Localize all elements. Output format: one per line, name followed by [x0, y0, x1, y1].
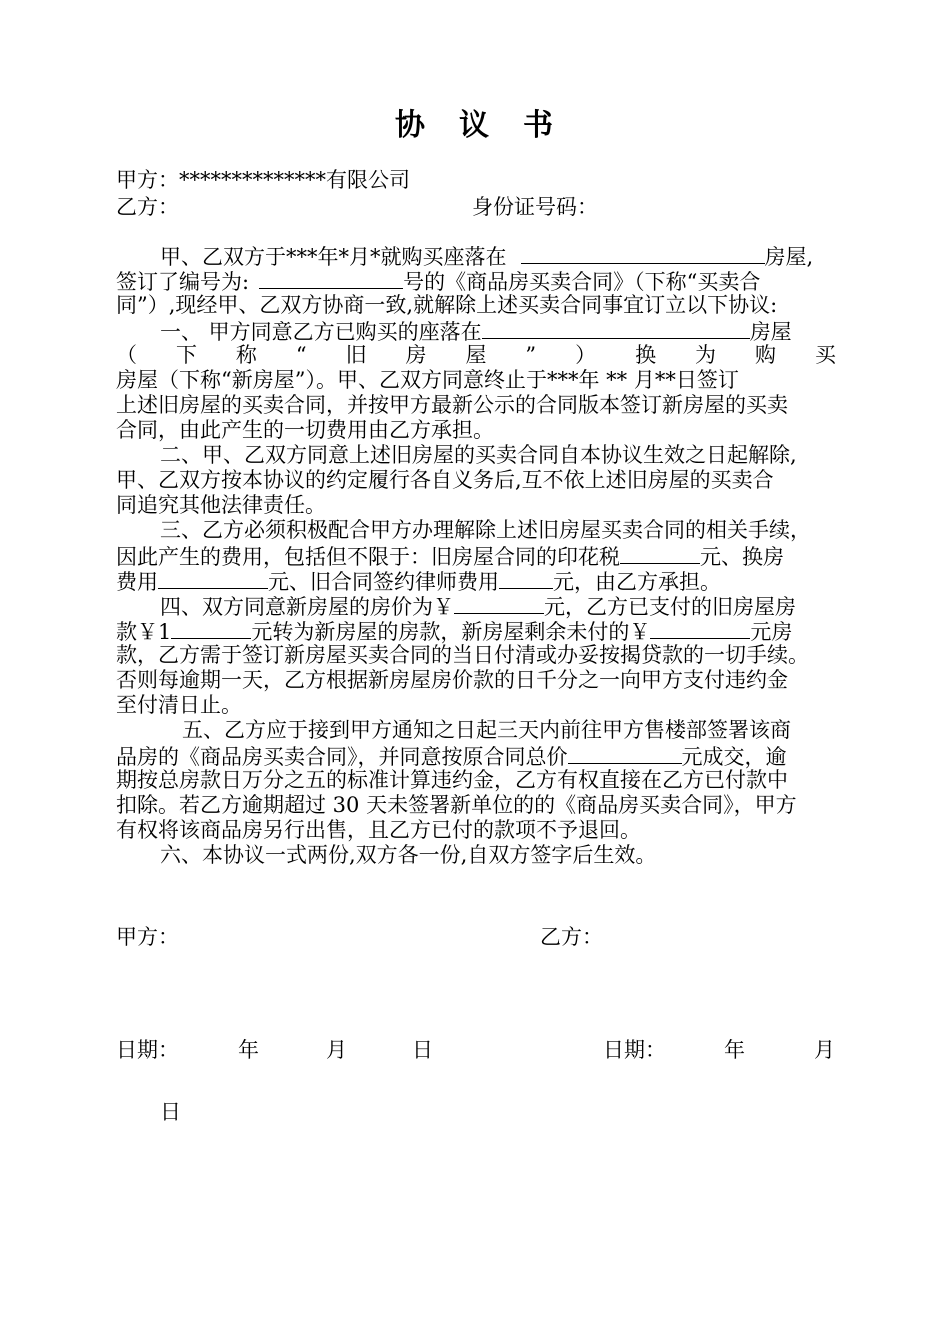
old-house-location-blank: [482, 318, 750, 339]
text-segment: 四、双方同意新房屋的房价为￥: [160, 595, 454, 619]
clause-4-line-1: [160, 593, 796, 620]
date-month-party-a: 月: [326, 1038, 347, 1062]
date-year-party-b: 年: [724, 1038, 745, 1062]
id-number-label: 身份证号码：: [472, 195, 598, 219]
party-a-line: 甲方：**************有限公司: [116, 168, 410, 192]
text-segment: 费用: [116, 570, 158, 594]
clause-4-line-4: 否则每逾期一天，乙方根据新房屋房价款的日千分之一向甲方支付违约金: [116, 668, 788, 692]
clause-5-line-4: 扣除。若乙方逾期超过 30 天未签署新单位的的《商品房买卖合同》，甲方: [116, 793, 797, 817]
contract-number-blank: [259, 268, 403, 289]
clause-1-line-1: [160, 318, 792, 345]
paid-amount-blank: [171, 618, 251, 639]
clause-6: 六、本协议一式两份,双方各一份,自双方签字后生效。: [160, 843, 657, 867]
text-token: 房: [405, 343, 427, 367]
text-token: ”: [525, 343, 537, 367]
text-token: 旧: [345, 343, 367, 367]
paragraph-intro-line-2: [116, 268, 760, 295]
text-segment: 房屋: [749, 320, 792, 344]
text-token: 换: [635, 343, 657, 367]
text-token: （: [116, 343, 137, 367]
paragraph-intro-line-1: [160, 243, 813, 270]
clause-3-line-1: 三、乙方必须积极配合甲方办理解除上述旧房屋买卖合同的相关手续，: [160, 518, 811, 542]
text-segment: 款￥1: [116, 620, 172, 644]
location-blank: [521, 243, 765, 264]
text-token: 称: [235, 343, 257, 367]
date-month-party-b: 月: [814, 1038, 835, 1062]
document-title: 协 议 书: [395, 108, 555, 143]
clause-1-line-5: 合同，由此产生的一切费用由乙方承担。: [116, 418, 494, 442]
text-token: 下: [175, 343, 197, 367]
clause-4-line-5: 至付清日止。: [116, 693, 242, 717]
date-label-party-b: 日期：: [603, 1038, 666, 1062]
party-b-line: 乙方：: [116, 195, 179, 219]
clause-5-line-1: 五、乙方应于接到甲方通知之日起三天内前往甲方售楼部签署该商: [182, 718, 791, 742]
date-label-party-a: 日期：: [116, 1038, 179, 1062]
clause-2-line-2: 甲、乙双方按本协议的约定履行各自义务后,互不依上述旧房屋的买卖合: [116, 468, 774, 492]
text-token: ）: [575, 343, 597, 367]
text-segment: 元、旧合同签约律师费用: [268, 570, 499, 594]
clause-2-line-3: 同追究其他法律责任。: [116, 493, 326, 517]
text-segment: 元成交，逾: [681, 745, 787, 769]
clause-1-line-4: 上述旧房屋的买卖合同，并按甲方最新公示的合同版本签订新房屋的买卖: [116, 393, 788, 417]
text-segment: 甲、乙双方于***年*月*就购买座落在: [160, 245, 507, 269]
text-segment: 品房的《商品房买卖合同》，并同意按原合同总价: [116, 745, 568, 769]
date-day-party-b: 日: [160, 1100, 181, 1124]
lawyer-fee-blank: [499, 568, 553, 589]
text-token: “: [295, 343, 307, 367]
clause-5-line-2: [116, 743, 787, 770]
signature-party-b-label: 乙方：: [540, 925, 603, 949]
text-segment: 元，由乙方承担。: [553, 570, 721, 594]
text-segment: 元转为新房屋的房款，新房屋剩余未付的￥: [251, 620, 651, 644]
text-segment: 元房: [750, 620, 793, 644]
text-segment: 一、 甲方同意乙方已购买的座落在: [160, 320, 482, 344]
remaining-amount-blank: [650, 618, 750, 639]
clause-3-line-3: [116, 568, 721, 595]
text-segment: 元，乙方已支付的旧房屋房: [544, 595, 796, 619]
paragraph-intro-line-3: 同”）,现经甲、乙双方协商一致,就解除上述买卖合同事宜订立以下协议:: [116, 293, 778, 317]
signature-party-a-label: 甲方：: [116, 925, 179, 949]
text-token: 买: [814, 343, 836, 367]
new-house-price-blank: [454, 593, 544, 614]
text-segment: 号的《商品房买卖合同》（下称“买卖合: [403, 270, 761, 294]
text-token: 购: [754, 343, 776, 367]
text-segment: 房屋,: [764, 245, 814, 269]
clause-4-line-2: [116, 618, 792, 645]
text-token: 为: [695, 343, 717, 367]
date-year-party-a: 年: [238, 1038, 259, 1062]
clause-1-line-3: 房屋（下称“新房屋”）。甲、乙双方同意终止于***年 ** 月**日签订: [116, 368, 739, 392]
clause-5-line-3: 期按总房款日万分之五的标准计算违约金，乙方有权直接在乙方已付款中: [116, 768, 788, 792]
total-price-blank: [568, 743, 682, 764]
text-segment: 因此产生的费用，包括但不限于：旧房屋合同的印花税: [116, 545, 620, 569]
clause-2-line-1: 二、甲、乙双方同意上述旧房屋的买卖合同自本协议生效之日起解除,: [160, 443, 797, 467]
clause-3-line-2: [116, 543, 784, 570]
stamp-duty-blank: [620, 543, 700, 564]
date-day-party-a: 日: [412, 1038, 433, 1062]
text-segment: 签订了编号为:: [116, 270, 250, 294]
exchange-fee-blank: [158, 568, 268, 589]
clause-5-line-5: 有权将该商品房另行出售，且乙方已付的款项不予退回。: [116, 818, 641, 842]
clause-1-line-2: [116, 343, 836, 368]
text-token: 屋: [465, 343, 487, 367]
text-segment: 元、换房: [700, 545, 784, 569]
clause-4-line-3: 款，乙方需于签订新房屋买卖合同的当日付清或办妥按揭贷款的一切手续。: [116, 643, 809, 667]
